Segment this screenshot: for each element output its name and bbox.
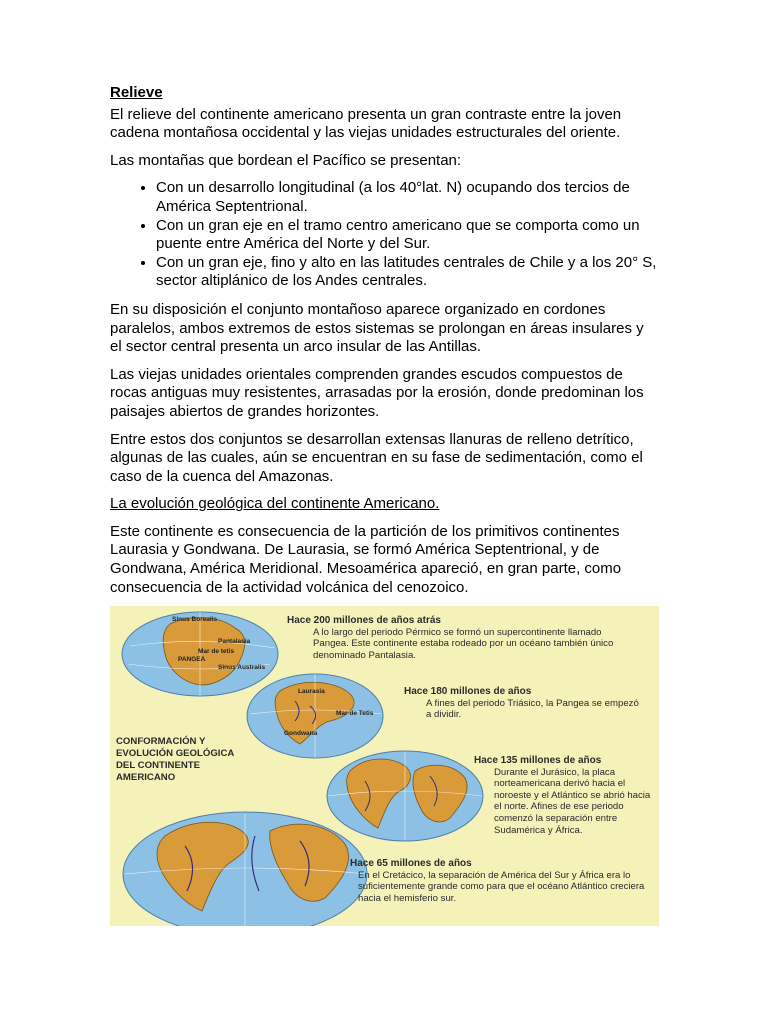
stage-135ma — [474, 755, 654, 836]
figure-side-title: CONFORMACIÓN Y EVOLUCIÓN GEOLÓGICA DEL CONTINENTE AMERICANO — [116, 736, 234, 783]
section-heading: Relieve — [110, 84, 163, 101]
stage-title: Hace 180 millones de años — [404, 686, 532, 697]
stage-200ma — [287, 615, 637, 661]
stage-text: A lo largo del periodo Pérmico se formó un supercontinente llamado Pangea. Este continente estaba rodeado por un océano también único denominado Pantalasia. — [313, 626, 614, 661]
stage-65ma — [350, 858, 650, 904]
paragraph-4: Las viejas unidades orientales comprenden grandes escudos compuestos de rocas antiguas muy resistentes, arrasadas por la erosión, donde predominan los paisajes abiertos de grandes horizontes. — [110, 365, 644, 420]
paragraph-6: Este continente es consecuencia de la partición de los primitivos continentes Laurasia y Gondwana. De Laurasia, se formó América Septentrional, y de Gondwana, América Meridional. Mesoamérica apareció, en gran parte, como consecuencia de la actividad volcánica del cenozoico. — [110, 522, 622, 596]
stage-title: Hace 200 millones de años atrás — [287, 615, 441, 626]
bullet-list — [110, 179, 658, 291]
map-label: Gondwana — [284, 730, 318, 737]
bullet-item: • Con un gran eje en el tramo centro americano que se comporta como un puente entre América del Norte y del Sur. — [156, 217, 658, 254]
map-label: Sinus Borealis — [172, 616, 218, 623]
geology-figure — [110, 606, 659, 926]
stage-text: Durante el Jurásico, la placa norteamericana derivó hacia el noroeste y el Atlántico se abrió hacia el norte. Afines de ese periodo comenzó la separación entre Sudamérica y África. — [494, 766, 651, 836]
globe-135ma — [327, 751, 483, 841]
bullet-item: • Con un desarrollo longitudinal (a los 40°lat. N) ocupando dos tercios de América Septentrional. — [156, 179, 658, 216]
globe-65ma — [123, 812, 367, 926]
paragraph-5: Entre estos dos conjuntos se desarrollan extensas llanuras de relleno detrítico, algunas de las cuales, aún se encuentran en su fase de sedimentación, como el caso de la cuenca del Amazonas. — [110, 430, 643, 485]
stage-title: Hace 65 millones de años — [350, 858, 472, 869]
paragraph-1: El relieve del continente americano presenta un gran contraste entre la joven cadena montañosa occidental y las viejas unidades estructurales del oriente. — [110, 105, 622, 142]
subheading: La evolución geológica del continente Americano. — [110, 495, 440, 513]
map-label: Mar de Tetis — [336, 710, 374, 717]
paragraph-3: En su disposición el conjunto montañoso aparece organizado en cordones paralelos, ambos extremos de estos sistemas se prolongan en áreas insulares y el sector central presenta un arco insular de las Antillas. — [110, 300, 644, 356]
map-label: Sinus Australis — [218, 664, 266, 671]
stage-text: A fines del periodo Triásico, la Pangea se empezó a dividir. — [426, 697, 639, 721]
map-label: Laurasia — [298, 688, 325, 695]
map-label: Mar de tetis — [198, 648, 235, 655]
map-label: PANGEA — [178, 656, 206, 663]
stage-text: En el Cretácico, la separación de América del Sur y África era lo suficientemente grande como para que el océano Atlántico creciera hacia el hemisferio sur. — [358, 869, 645, 904]
paragraph-2: Las montañas que bordean el Pacífico se presentan: — [110, 151, 462, 169]
bullet-item: • Con un gran eje, fino y alto en las latitudes centrales de Chile y a los 20° S, sector altiplánico de los Andes centrales. — [156, 254, 658, 291]
map-label: Pantalasia — [218, 638, 251, 645]
stage-180ma — [404, 686, 644, 721]
document-body — [110, 84, 658, 606]
stage-title: Hace 135 millones de años — [474, 755, 602, 766]
